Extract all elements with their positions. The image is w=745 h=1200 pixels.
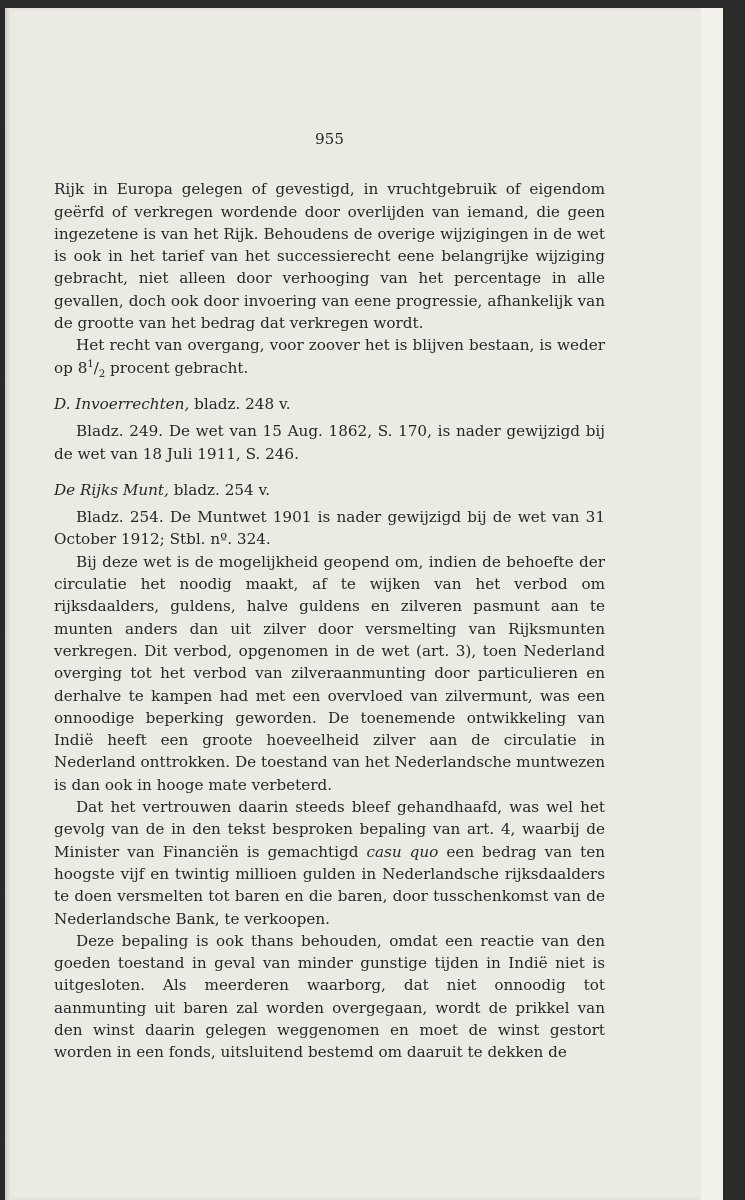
paragraph-continuation: Rijk in Europa gelegen of gevestigd, in vruchtgebruik of eigendom geërfd of verkregen wordende door overlijden van iemand, die geen ingezetene is van het Rijk. Behoudens de overige wijzigingen in de wet is ook in het tarief van het successierecht eene belangrijke wijziging gebracht, niet alleen door verhooging van het percentage in alle gevallen, doch ook door invoering van eene progressie, afhankelijk van de grootte van het bedrag dat verkregen wordt. bbox=[54, 180, 605, 333]
paragraph-invoerrechten: Bladz. 249. De wet van 15 Aug. 1862, S. 170, is nader gewijzigd bij de wet van 18 Juli 1911, S. 246. bbox=[54, 422, 605, 463]
paragraph-overgang bbox=[54, 334, 605, 379]
casu-quo-italic: casu quo bbox=[366, 842, 439, 861]
book-page bbox=[5, 8, 723, 1200]
paragraph-vertrouwen-text: Dat het vertrouwen daarin steeds bleef gehandhaafd, was wel het gevolg van de in den tekst besproken bepaling van art. 4, waarbij de Minister van Financiën is gemachtigd bbox=[54, 798, 605, 861]
paragraph-overgang-text: Het recht van overgang, voor zoover het is blijven bestaan, is weder op 8 bbox=[54, 336, 605, 377]
paragraph-mogelijkheid: Bij deze wet is de mogelijkheid geopend om, indien de behoefte der circulatie het noodig maakt, af te wijken van het verbod om rijksdaalders, guldens, halve guldens en zilveren pasmunt aan te munten anders dan uit zilver door versmelting van Rijksmunten verkregen. Dit verbod, opgenomen in de wet (art. 3), toen Nederland overging tot het verbod van zilveraanmunting door particulieren en derhalve te kampen had met een overvloed van zilvermunt, was een onnoodige beperking geworden. De toenemende ontwikkeling van Indië heeft een groote hoeveelheid zilver aan de circulatie in Nederland onttrokken. De toestand van het Nederlandsche muntwezen is dan ook in hooge mate verbeterd. bbox=[54, 552, 605, 794]
section-heading-invoerrechten bbox=[54, 393, 605, 415]
fraction-numerator: 1 bbox=[87, 358, 94, 370]
fraction-slash: / bbox=[93, 358, 99, 377]
paragraph-muntwet: Bladz. 254. De Muntwet 1901 is nader gewijzigd bij de wet van 31 October 1912; Stbl. nº. 324. bbox=[54, 508, 605, 549]
paragraph-overgang-end: procent gebracht. bbox=[105, 358, 249, 377]
section-ref-invoerrechten: bladz. 248 v. bbox=[189, 394, 291, 413]
paragraph-vertrouwen-end: een bedrag van ten hoogste vijf en twintig millioen gulden in Nederlandsche rijksdaalders te doen versmelten tot baren en die baren, door tusschenkomst van de Nederlandsche Bank, te verkoopen. bbox=[54, 842, 605, 928]
paragraph-bepaling: Deze bepaling is ook thans behouden, omdat een reactie van den goeden toestand in geval van minder gunstige tijden in Indië niet is uitgesloten. Als meerderen waarborg, dat niet onnoodig tot aanmunting uit baren zal worden overgegaan, wordt de prikkel van den winst daarin gelegen weggenomen en moet de winst gestort worden in een fonds, uitsluitend bestemd om daaruit te dekken de bbox=[54, 931, 605, 1062]
page-number: 955 bbox=[315, 130, 344, 148]
section-heading-rijks-munt bbox=[54, 479, 605, 501]
section-ref-rijks-munt: bladz. 254 v. bbox=[168, 480, 271, 499]
page-right-edge bbox=[701, 8, 723, 1200]
page-spine-shadow bbox=[5, 8, 11, 1200]
section-title-invoerrechten: D. Invoerrechten, bbox=[54, 394, 190, 413]
section-rijks-munt bbox=[54, 479, 605, 1064]
paragraph-vertrouwen bbox=[54, 796, 605, 930]
section-title-rijks-munt: De Rijks Munt, bbox=[54, 480, 169, 499]
fraction-denominator: 2 bbox=[98, 368, 106, 380]
page-text bbox=[54, 128, 605, 1064]
section-invoerrechten bbox=[54, 393, 605, 465]
